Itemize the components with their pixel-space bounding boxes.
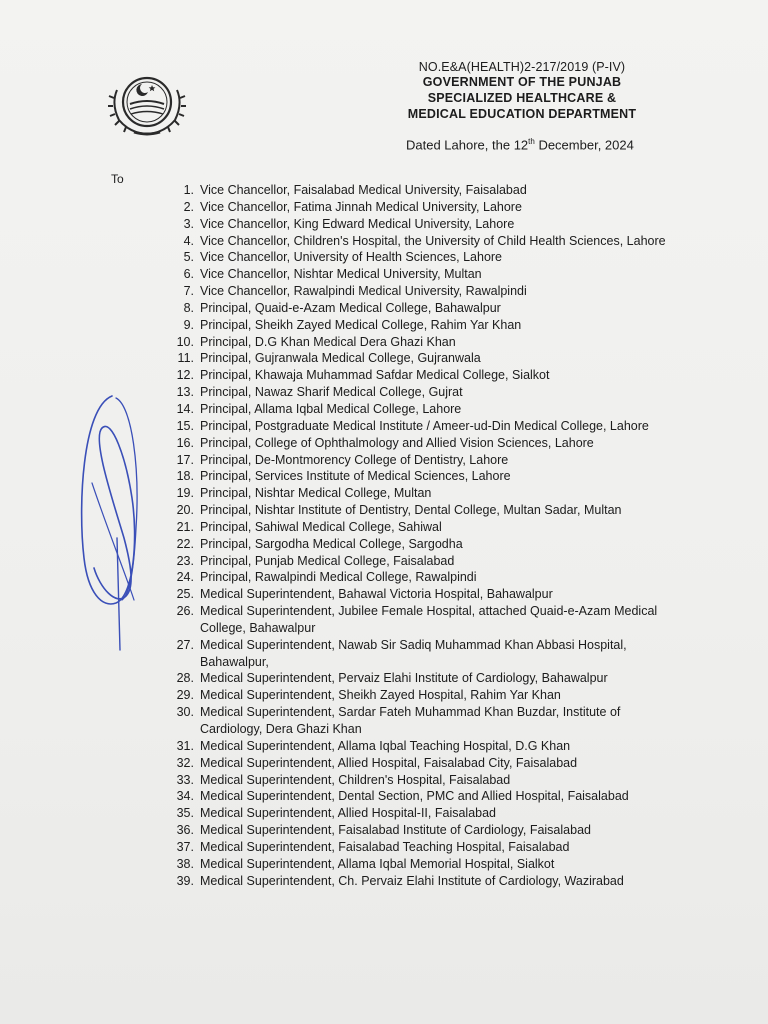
recipient-number: 12. [176,368,194,383]
recipient-text: Vice Chancellor, Nishtar Medical University, Multan [200,267,482,282]
recipient-item [150,569,670,586]
recipient-item [150,637,670,671]
recipient-number: 11. [177,351,194,366]
recipient-number: 8. [183,300,194,315]
recipient-text: Principal, Sheikh Zayed Medical College, Rahim Yar Khan [200,317,522,332]
recipient-text: Principal, Services Institute of Medical Sciences, Lahore [200,469,511,484]
recipient-item [150,755,670,772]
recipient-text: Medical Superintendent, Jubilee Female Hospital, attached Quaid-e-Azam Medical College, Bahawalpur [200,604,658,635]
recipient-number: 20. [176,503,194,518]
date-rest: December, 2024 [534,137,634,153]
letterhead [382,60,662,122]
recipient-text: Vice Chancellor, University of Health Sciences, Lahore [200,250,503,265]
recipient-number: 36. [176,823,194,838]
recipient-text: Medical Superintendent, Children's Hospital, Faisalabad [200,772,511,787]
recipient-number: 4. [183,233,194,248]
recipient-number: 37. [176,839,194,854]
recipient-number: 38. [176,856,194,871]
recipient-text: Medical Superintendent, Allied Hospital-II, Faisalabad [200,806,497,821]
recipient-text: Principal, Postgraduate Medical Institute / Ameer-ud-Din Medical College, Lahore [200,418,649,433]
recipient-text: Vice Chancellor, King Edward Medical University, Lahore [200,216,515,231]
recipient-text: Vice Chancellor, Faisalabad Medical University, Faisalabad [200,183,527,197]
recipient-text: Medical Superintendent, Allama Iqbal Memorial Hospital, Sialkot [200,856,555,871]
recipient-text: Medical Superintendent, Faisalabad Institute of Cardiology, Faisalabad [200,823,591,838]
recipient-item [150,788,670,805]
recipient-number: 2. [183,199,194,214]
recipient-item [150,317,670,334]
recipient-number: 22. [176,536,194,551]
punjab-government-seal-icon [104,68,190,140]
recipient-item [150,452,670,469]
recipient-text: Vice Chancellor, Children's Hospital, the University of Child Health Sciences, Lahore [200,233,666,248]
recipient-text: Medical Superintendent, Sheikh Zayed Hospital, Rahim Yar Khan [200,688,561,703]
recipient-text: Medical Superintendent, Sardar Fateh Muhammad Khan Buzdar, Institute of Cardiology, Dera Ghazi Khan [200,705,621,736]
recipient-item [150,738,670,755]
recipient-number: 9. [183,317,194,332]
recipient-text: Medical Superintendent, Allama Iqbal Teaching Hospital, D.G Khan [200,738,571,753]
recipient-text: Vice Chancellor, Fatima Jinnah Medical University, Lahore [200,199,522,214]
reference-number: NO.E&A(HEALTH)2-217/2019 (P-IV) [418,60,626,74]
recipient-number: 17. [176,452,194,467]
recipient-text: Principal, Rawalpindi Medical College, Rawalpindi [200,570,477,585]
recipient-number: 39. [176,873,194,888]
recipient-text: Medical Superintendent, Ch. Pervaiz Elahi Institute of Cardiology, Wazirabad [200,873,624,888]
recipient-item [150,367,670,384]
recipient-item [150,704,670,738]
recipient-item [150,249,670,266]
recipient-number: 28. [176,671,194,686]
recipient-item [150,182,670,199]
recipient-item [150,586,670,603]
recipient-item [150,839,670,856]
addressee-label: To [111,172,124,186]
recipient-text: Principal, Nawaz Sharif Medical College, Gujrat [200,385,463,400]
recipient-text: Principal, Sahiwal Medical College, Sahiwal [200,519,442,534]
recipient-number: 3. [183,216,194,231]
recipient-text: Principal, Sargodha Medical College, Sargodha [200,536,463,551]
recipient-text: Vice Chancellor, Rawalpindi Medical University, Rawalpindi [200,284,527,299]
date-prefix: Dated Lahore, the 12 [406,137,529,153]
recipient-item [150,502,670,519]
recipient-number: 34. [176,789,194,804]
recipient-number: 7. [183,284,194,299]
recipient-text: Medical Superintendent, Bahawal Victoria Hospital, Bahawalpur [200,587,553,602]
date-ordinal-suffix: th [528,137,535,146]
recipient-item [150,300,670,317]
recipient-item [150,334,670,351]
department-title-line1: SPECIALIZED HEALTHCARE & [427,91,617,105]
recipient-number: 19. [176,486,194,501]
recipient-number: 32. [176,755,194,770]
recipient-item [150,485,670,502]
recipient-number: 25. [176,587,194,602]
recipient-item [150,233,670,250]
recipient-item [150,384,670,401]
recipient-number: 1. [183,183,194,197]
recipient-number: 24. [176,570,194,585]
recipient-item [150,435,670,452]
recipient-number: 23. [176,553,194,568]
recipient-item [150,772,670,789]
recipient-text: Principal, Gujranwala Medical College, Gujranwala [200,351,481,366]
recipient-text: Medical Superintendent, Faisalabad Teaching Hospital, Faisalabad [200,839,570,854]
recipient-item [150,536,670,553]
recipient-number: 21. [176,519,194,534]
recipient-item [150,266,670,283]
recipient-item [150,670,670,687]
recipient-text: Principal, Khawaja Muhammad Safdar Medical College, Sialkot [200,368,550,383]
recipient-item [150,873,670,890]
recipient-list [150,182,670,889]
recipient-item [150,199,670,216]
recipient-item [150,418,670,435]
recipient-number: 26. [176,604,194,619]
recipient-text: Principal, D.G Khan Medical Dera Ghazi Khan [200,334,456,349]
recipient-number: 10. [176,334,194,349]
recipient-item [150,401,670,418]
recipient-number: 29. [176,688,194,703]
recipient-number: 5. [183,250,194,265]
recipient-number: 14. [176,401,194,416]
recipient-text: Principal, De-Montmorency College of Dentistry, Lahore [200,452,509,467]
recipient-text: Medical Superintendent, Dental Section, PMC and Allied Hospital, Faisalabad [200,789,629,804]
recipient-item [150,468,670,485]
recipient-item [150,687,670,704]
recipient-text: Principal, Nishtar Medical College, Multan [200,486,432,501]
recipient-number: 27. [176,637,194,652]
recipient-text: Medical Superintendent, Pervaiz Elahi Institute of Cardiology, Bahawalpur [200,671,608,686]
recipient-text: Principal, College of Ophthalmology and Allied Vision Sciences, Lahore [200,435,594,450]
recipient-item [150,519,670,536]
recipient-text: Principal, Punjab Medical College, Faisalabad [200,553,455,568]
recipient-item [150,553,670,570]
recipient-item [150,216,670,233]
recipient-number: 31. [176,738,194,753]
recipient-text: Principal, Nishtar Institute of Dentistry, Dental College, Multan Sadar, Multan [200,503,622,518]
recipient-item [150,283,670,300]
recipient-number: 30. [176,705,194,720]
recipient-number: 13. [176,385,194,400]
recipient-text: Principal, Quaid-e-Azam Medical College, Bahawalpur [200,300,501,315]
recipient-number: 15. [176,418,194,433]
recipient-item [150,822,670,839]
recipient-text: Principal, Allama Iqbal Medical College, Lahore [200,401,462,416]
government-title: GOVERNMENT OF THE PUNJAB [422,75,622,89]
recipient-item [150,856,670,873]
recipient-text: Medical Superintendent, Allied Hospital, Faisalabad City, Faisalabad [200,755,578,770]
date-line [406,137,634,152]
handwritten-signature [72,388,152,658]
recipient-item [150,350,670,367]
recipient-text: Medical Superintendent, Nawab Sir Sadiq Muhammad Khan Abbasi Hospital, Bahawalpur, [200,637,627,669]
recipient-item [150,805,670,822]
recipient-number: 16. [176,435,194,450]
recipient-number: 18. [176,469,194,484]
recipient-number: 33. [176,772,194,787]
recipient-item [150,603,670,637]
department-title-line2: MEDICAL EDUCATION DEPARTMENT [407,107,637,121]
recipient-number: 6. [183,267,194,282]
recipient-number: 35. [176,806,194,821]
